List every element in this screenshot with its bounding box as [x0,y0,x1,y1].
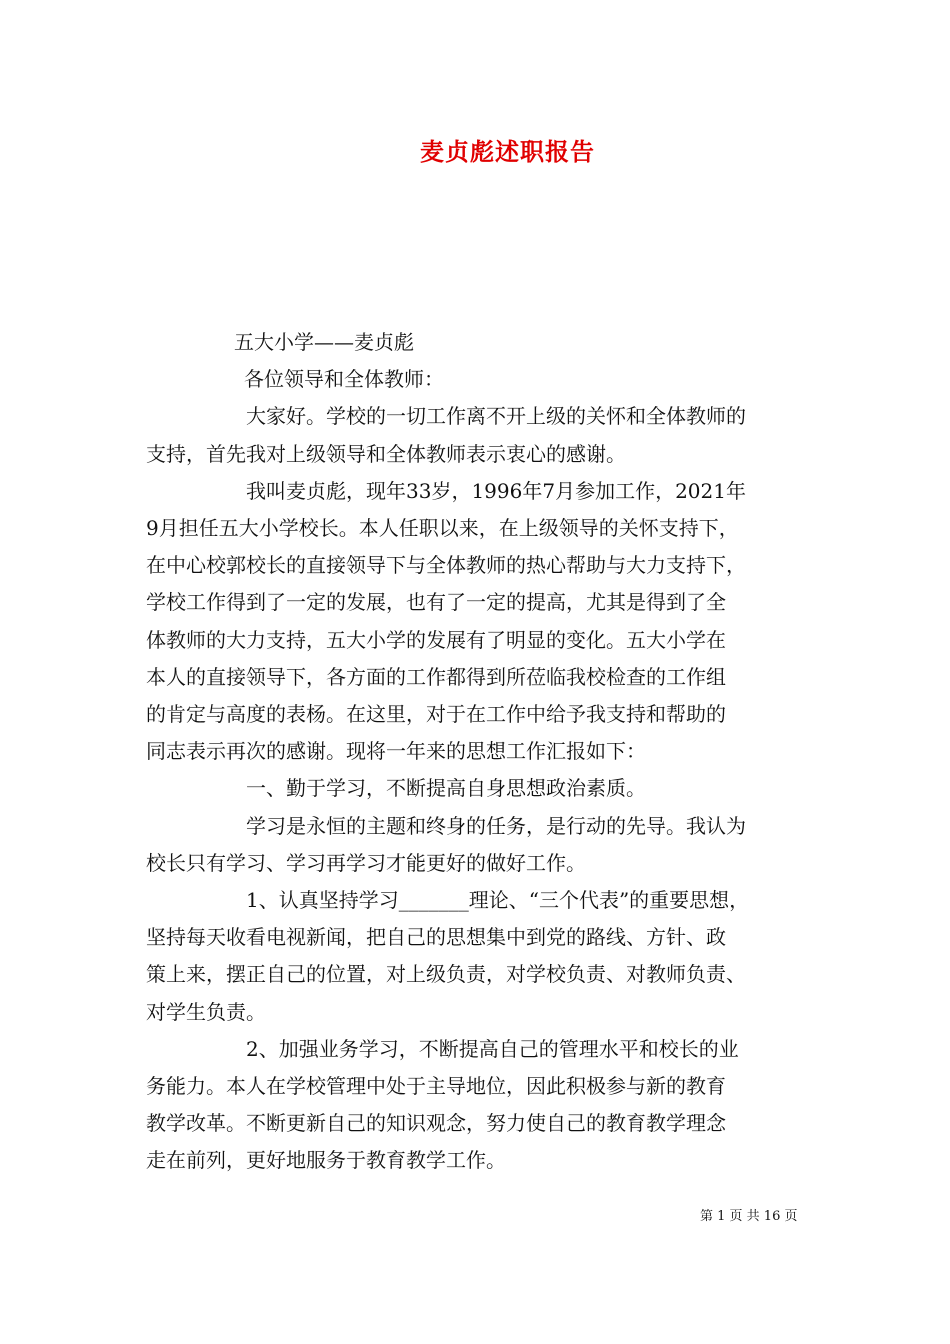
document-title: 麦贞彪述职报告 [420,137,595,166]
paragraph-line: 体教师的大力支持，五大小学的发展有了明显的变化。五大小学在 [146,627,726,652]
paragraph-line: 9月担任五大小学校长。本人任职以来，在上级领导的关怀支持下， [146,516,739,541]
paragraph-line: 学校工作得到了一定的发展，也有了一定的提高，尤其是得到了全 [146,590,726,615]
paragraph-line: 我叫麦贞彪，现年33岁，1996年7月参加工作，2021年 [246,478,746,503]
paragraph-line: 务能力。本人在学校管理中处于主导地位，因此积极参与新的教育 [146,1074,726,1099]
paragraph-line: 教学改革。不断更新自己的知识观念，努力使自己的教育教学理念 [146,1111,726,1136]
paragraph-line: 坚持每天收看电视新闻，把自己的思想集中到党的路线、方针、政 [146,925,726,950]
document-body [146,324,810,1180]
page-number-footer: 第 1 页 共 16 页 [700,1209,798,1224]
paragraph-line: 校长只有学习、学习再学习才能更好的做好工作。 [146,850,586,875]
paragraph-line: 同志表示再次的感谢。现将一年来的思想工作汇报如下： [146,739,646,764]
paragraph-line: 在中心校郭校长的直接领导下与全体教师的热心帮助与大力支持下， [146,553,746,578]
paragraph-line: 策上来，摆正自己的位置，对上级负责，对学校负责、对教师负责、 [146,962,746,987]
paragraph-line: 本人的直接领导下，各方面的工作都得到所莅临我校检查的工作组 [146,664,726,689]
paragraph-line: 对学生负责。 [146,999,266,1024]
paragraph-line: 学习是永恒的主题和终身的任务，是行动的先导。我认为 [246,813,746,838]
paragraph-line: 走在前列，更好地服务于教育教学工作。 [146,1148,506,1173]
paragraph-line: 的肯定与高度的表杨。在这里，对于在工作中给予我支持和帮助的 [146,702,726,727]
section-heading: 一、勤于学习，不断提高自身思想政治素质。 [246,776,646,801]
author-line: 五大小学——麦贞彪 [234,330,414,354]
paragraph-line: 支持，首先我对上级领导和全体教师表示衷心的感谢。 [146,441,626,466]
salutation-line: 各位领导和全体教师： [244,367,444,392]
paragraph-line: 1、认真坚持学习_______理论、“三个代表”的重要思想， [246,888,750,913]
paragraph-line: 大家好。学校的一切工作离不开上级的关怀和全体教师的 [246,404,746,429]
paragraph-line: 2、加强业务学习，不断提高自己的管理水平和校长的业 [246,1036,739,1061]
